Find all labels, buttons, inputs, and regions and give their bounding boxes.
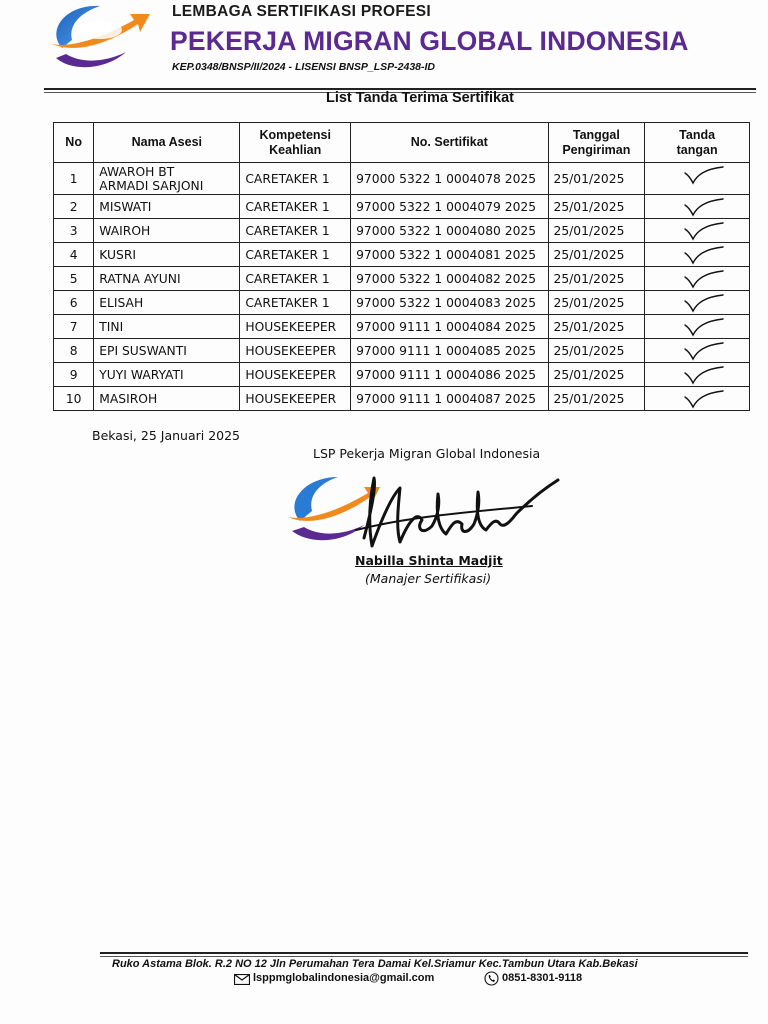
- row-number: 5: [54, 267, 94, 291]
- row-name-line2: ARMADI SARJONI: [99, 178, 204, 193]
- row-signature: [645, 339, 750, 363]
- row-name: [94, 291, 240, 315]
- checkmark-signature-icon: [683, 221, 729, 241]
- row-signature: [645, 163, 750, 195]
- row-number: 9: [54, 363, 94, 387]
- row-send-date: 25/01/2025: [548, 387, 645, 411]
- row-send-date: 25/01/2025: [548, 267, 645, 291]
- column-header-send-date: [548, 123, 645, 163]
- row-name: [94, 243, 240, 267]
- row-name: [94, 267, 240, 291]
- table-row: [54, 267, 750, 291]
- row-number: 6: [54, 291, 94, 315]
- row-name-line1: WAIROH: [99, 223, 151, 238]
- place-and-date: Bekasi, 25 Januari 2025: [92, 428, 241, 443]
- row-signature: [645, 219, 750, 243]
- certificate-receipt-table: [53, 122, 750, 411]
- row-competency: CARETAKER 1: [240, 267, 351, 291]
- row-name: [94, 195, 240, 219]
- row-name-line1: AWAROH BT: [99, 164, 175, 179]
- row-competency: CARETAKER 1: [240, 243, 351, 267]
- row-name: [94, 363, 240, 387]
- row-number: 7: [54, 315, 94, 339]
- handwritten-signature: [352, 468, 562, 552]
- row-certificate-number: 97000 9111 1 0004085 2025: [351, 339, 548, 363]
- row-number: 8: [54, 339, 94, 363]
- column-header-competency-line1: Kompetensi: [259, 127, 331, 142]
- column-header-signature-line1: Tanda: [679, 127, 716, 142]
- row-number: 2: [54, 195, 94, 219]
- row-name-line1: TINI: [99, 319, 124, 334]
- footer-divider-thin: [100, 956, 748, 957]
- checkmark-signature-icon: [683, 197, 729, 217]
- checkmark-signature-icon: [683, 365, 729, 385]
- row-signature: [645, 315, 750, 339]
- row-name: [94, 163, 240, 195]
- row-send-date: 25/01/2025: [548, 291, 645, 315]
- row-name-line1: YUYI WARYATI: [99, 367, 184, 382]
- organization-type: LEMBAGA SERTIFIKASI PROFESI: [172, 3, 431, 20]
- row-certificate-number: 97000 5322 1 0004081 2025: [351, 243, 548, 267]
- row-competency: HOUSEKEEPER: [240, 315, 351, 339]
- row-send-date: 25/01/2025: [548, 219, 645, 243]
- row-send-date: 25/01/2025: [548, 163, 645, 195]
- row-number: 10: [54, 387, 94, 411]
- table-row: [54, 387, 750, 411]
- row-certificate-number: 97000 5322 1 0004078 2025: [351, 163, 548, 195]
- footer-address: Ruko Astama Blok. R.2 NO 12 Jln Perumahan Tera Damai Kel.Sriamur Kec.Tambun Utara Kab.Bekasi: [112, 958, 638, 970]
- license-number: KEP.0348/BNSP/II/2024 - LISENSI BNSP_LSP-2438-ID: [172, 61, 436, 73]
- row-name: [94, 339, 240, 363]
- signer-name: Nabilla Shinta Madjit: [355, 553, 503, 568]
- column-header-certificate-no: No. Sertifikat: [351, 123, 548, 163]
- row-signature: [645, 195, 750, 219]
- column-header-signature: [645, 123, 750, 163]
- row-name: [94, 315, 240, 339]
- checkmark-signature-icon: [683, 293, 729, 313]
- row-certificate-number: 97000 9111 1 0004086 2025: [351, 363, 548, 387]
- row-name-line1: MASIROH: [99, 391, 158, 406]
- checkmark-signature-icon: [683, 317, 729, 337]
- row-certificate-number: 97000 5322 1 0004082 2025: [351, 267, 548, 291]
- row-signature: [645, 267, 750, 291]
- column-header-competency-line2: Keahlian: [269, 142, 322, 157]
- envelope-icon: [234, 974, 250, 985]
- row-competency: HOUSEKEEPER: [240, 363, 351, 387]
- checkmark-signature-icon: [683, 341, 729, 361]
- signing-organization: LSP Pekerja Migran Global Indonesia: [313, 446, 541, 461]
- phone-icon: [484, 971, 499, 986]
- row-competency: CARETAKER 1: [240, 291, 351, 315]
- row-name-line1: ELISAH: [99, 295, 144, 310]
- column-header-no: No: [54, 123, 94, 163]
- row-send-date: 25/01/2025: [548, 339, 645, 363]
- row-send-date: 25/01/2025: [548, 195, 645, 219]
- row-certificate-number: 97000 9111 1 0004084 2025: [351, 315, 548, 339]
- organization-name: PEKERJA MIGRAN GLOBAL INDONESIA: [170, 26, 689, 56]
- row-competency: CARETAKER 1: [240, 195, 351, 219]
- row-signature: [645, 243, 750, 267]
- row-name: [94, 219, 240, 243]
- row-number: 3: [54, 219, 94, 243]
- table-header-row: [54, 123, 750, 163]
- row-number: 1: [54, 163, 94, 195]
- checkmark-signature-icon: [683, 269, 729, 289]
- column-header-date-line2: Pengiriman: [562, 142, 631, 157]
- footer-divider: [100, 952, 748, 954]
- column-header-name: Nama Asesi: [94, 123, 240, 163]
- column-header-signature-line2: tangan: [676, 142, 718, 157]
- table-row: [54, 291, 750, 315]
- signer-role: (Manajer Sertifikasi): [365, 571, 492, 586]
- table-row: [54, 219, 750, 243]
- row-name: [94, 387, 240, 411]
- row-certificate-number: 97000 9111 1 0004087 2025: [351, 387, 548, 411]
- checkmark-signature-icon: [683, 165, 729, 185]
- table-row: [54, 195, 750, 219]
- row-competency: CARETAKER 1: [240, 219, 351, 243]
- footer-phone: 0851-8301-9118: [502, 972, 583, 984]
- row-send-date: 25/01/2025: [548, 243, 645, 267]
- row-signature: [645, 291, 750, 315]
- footer-email: lsppmglobalindonesia@gmail.com: [253, 972, 435, 984]
- row-competency: CARETAKER 1: [240, 163, 351, 195]
- column-header-competency: [240, 123, 351, 163]
- table-row: [54, 363, 750, 387]
- organization-logo-icon: [42, 0, 154, 76]
- row-name-line1: KUSRI: [99, 247, 136, 262]
- document-title: List Tanda Terima Sertifikat: [325, 90, 514, 106]
- row-competency: HOUSEKEEPER: [240, 387, 351, 411]
- table-row: [54, 243, 750, 267]
- row-number: 4: [54, 243, 94, 267]
- table-row: [54, 315, 750, 339]
- table-row: [54, 339, 750, 363]
- row-send-date: 25/01/2025: [548, 363, 645, 387]
- checkmark-signature-icon: [683, 389, 729, 409]
- row-name-line1: MISWATI: [99, 199, 152, 214]
- row-certificate-number: 97000 5322 1 0004080 2025: [351, 219, 548, 243]
- row-signature: [645, 363, 750, 387]
- row-certificate-number: 97000 5322 1 0004079 2025: [351, 195, 548, 219]
- row-name-line1: EPI SUSWANTI: [99, 343, 187, 358]
- row-certificate-number: 97000 5322 1 0004083 2025: [351, 291, 548, 315]
- column-header-date-line1: Tanggal: [572, 127, 620, 142]
- checkmark-signature-icon: [683, 245, 729, 265]
- row-signature: [645, 387, 750, 411]
- table-row: [54, 163, 750, 195]
- row-competency: HOUSEKEEPER: [240, 339, 351, 363]
- row-name-line1: RATNA AYUNI: [99, 271, 181, 286]
- row-send-date: 25/01/2025: [548, 315, 645, 339]
